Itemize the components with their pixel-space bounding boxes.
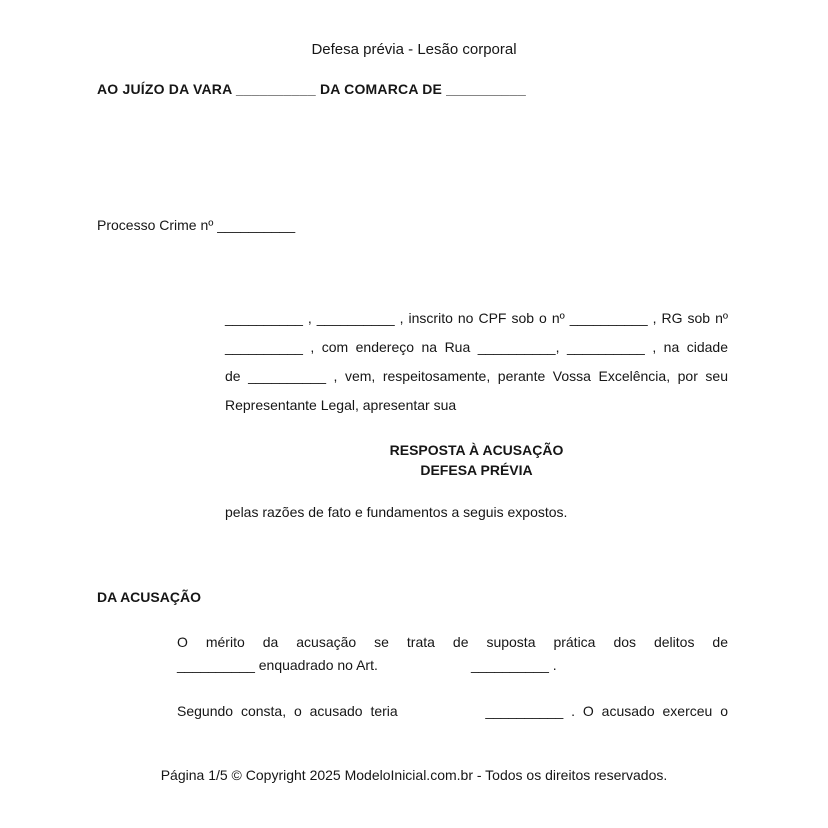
accusation-line-1: O mérito da acusação se trata de suposta prática dos delitos de [177,634,728,650]
response-heading-block [225,440,728,480]
page-footer: Página 1/5 © Copyright 2025 ModeloInicial.com.br - Todos os direitos reservados. [160,767,668,783]
qualification-line-4: Representante Legal, apresentar sua [225,397,457,413]
accusation-line-2-right: __________ . [471,657,557,673]
accusation-line-3-left: Segundo consta, o acusado teria [177,703,398,719]
response-heading-2: DEFESA PRÉVIA [420,462,533,478]
accusation-line-2-left: __________ enquadrado no Art. [177,657,378,673]
accusation-line-3-right: __________ . O acusado exerceu o [485,703,728,719]
accusation-line-3 [177,700,728,723]
response-heading-1: RESPOSTA À ACUSAÇÃO [389,442,564,458]
case-number-line: Processo Crime nº __________ [97,217,296,233]
qualification-line-1: __________ , __________ , inscrito no CPF sob o nº __________ , RG sob nº [225,310,728,326]
qualification-line-3: de __________ , vem, respeitosamente, perante Vossa Excelência, por seu [225,368,728,384]
qualification-paragraph [225,304,728,420]
section-heading-accusation: DA ACUSAÇÃO [97,589,201,605]
accusation-line-2 [177,654,728,677]
reasons-line: pelas razões de fato e fundamentos a seguis expostos. [225,504,568,520]
addressee-line: AO JUÍZO DA VARA __________ DA COMARCA DE __________ [97,81,527,97]
document-title: Defesa prévia - Lesão corporal [311,41,517,58]
accusation-paragraph [177,631,728,677]
qualification-line-2: __________ , com endereço na Rua __________, __________ , na cidade [225,339,728,355]
